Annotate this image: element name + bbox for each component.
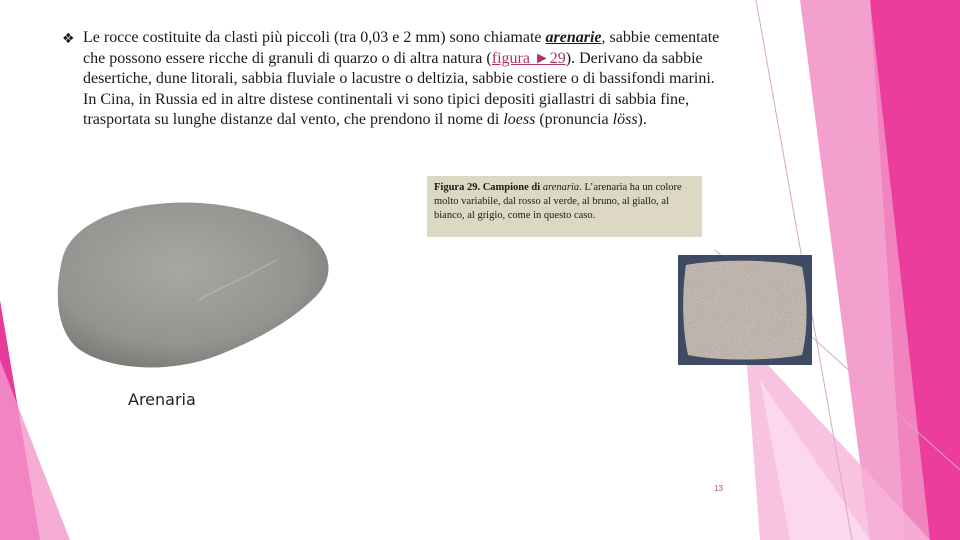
left-triangle-light: [0, 360, 70, 540]
diamond-bullet-icon: ❖: [62, 31, 75, 47]
main-paragraph: [62, 28, 732, 131]
term-loss: löss: [612, 111, 638, 129]
rock-label: Arenaria: [128, 390, 196, 409]
sandstone-block-photo: [678, 255, 812, 365]
page-number: 13: [714, 484, 723, 493]
caption-term: arenaria: [542, 182, 580, 193]
term-loess: loess: [503, 111, 536, 129]
sandstone-rock-photo: [48, 190, 338, 380]
paragraph-text: Le rocce costituite da clasti più piccoli (tra 0,03 e 2 mm) sono chiamate arenarie, sabbie cementate che possono essere ricche di granuli di quarzo o di altra natura (figura ►29). Derivano da sabbie desertiche, dune litorali, sabbia fluviale o lacustre o deltizia, sabbie costiere o di bassifondi marini. In Cina, in Russia ed in altre distese continentali vi sono tipici depositi giallastri di sabbia fine, trasportata su lunghe distanze dal vento, che prendono il nome di loess (pronuncia löss).: [83, 29, 720, 129]
figure-link[interactable]: figura ►29: [491, 49, 566, 67]
term-arenarie: arenarie: [545, 29, 602, 46]
figure-caption: Figura 29. Campione di arenaria. L’arenaria ha un colore molto variabile, dal rosso al verde, al bruno, al giallo, al bianco, al grigio, come in questo caso.: [427, 176, 702, 237]
